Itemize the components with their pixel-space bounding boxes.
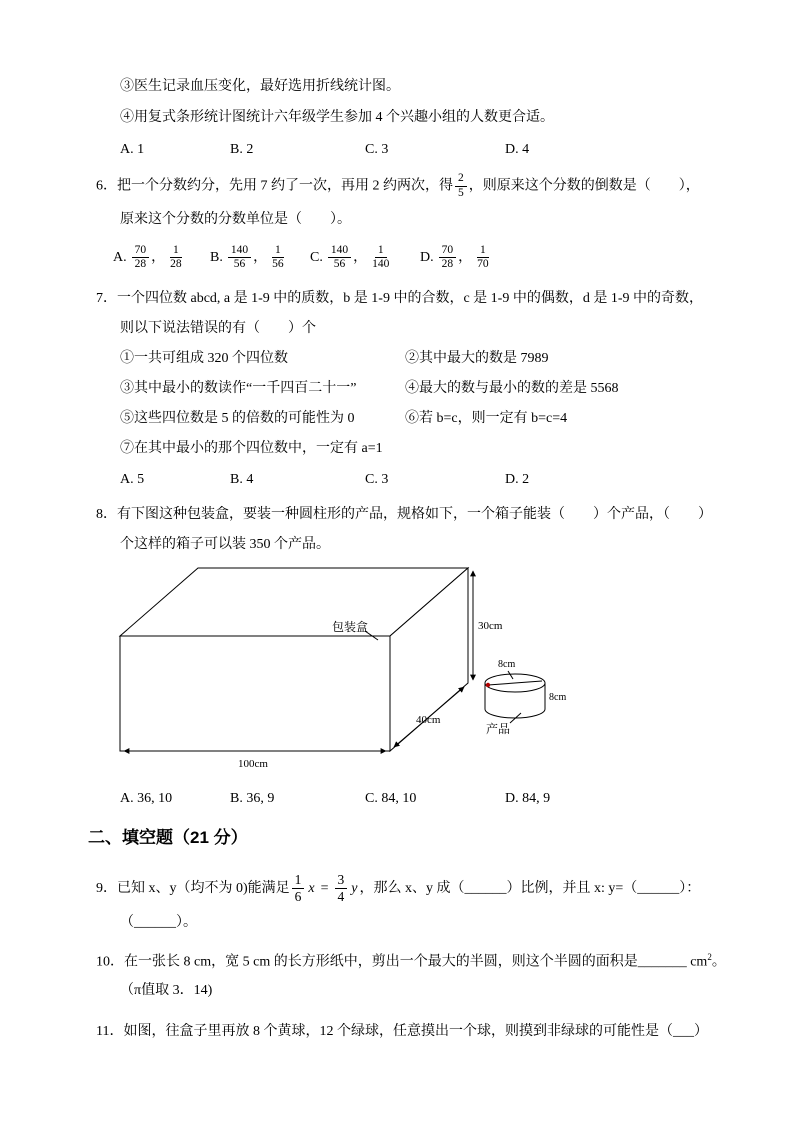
fraction-2-5 (455, 172, 467, 201)
q7-item-5: ⑤这些四位数是 5 的倍数的可能性为 0 (120, 411, 355, 427)
q6-option-a-label: A. (113, 250, 127, 266)
diameter-dot (486, 683, 490, 687)
question-6-line2: 原来这个分数的分数单位是（ ）。 (120, 211, 351, 227)
fraction-numerator: 2 (455, 172, 467, 187)
fraction-140-56: $\frac{140}{56}$ (328, 244, 351, 273)
question-7-line2: 则以下说法错误的有（ ）个 (120, 321, 316, 337)
q6-option-d-label: D. (420, 250, 434, 266)
q6-option-c-label: C. (310, 250, 323, 266)
q6-option-a (113, 244, 210, 273)
cylinder-height-label: 8cm (549, 692, 567, 704)
comma: ， (151, 250, 166, 266)
fraction-1-28: $\frac{1}{28}$ (170, 243, 182, 271)
fraction-3-4: $\frac{3}{4}$ (335, 872, 348, 905)
q6-option-b-label: B. (210, 250, 223, 266)
q7-item-4: ④最大的数与最小的数的差是 5568 (405, 381, 619, 397)
fraction-70-28: $\frac{70}{28}$ (439, 244, 457, 273)
q7-item-2: ②其中最大的数是 7989 (405, 351, 549, 367)
fraction-1-70: $\frac{1}{70}$ (477, 243, 489, 271)
statement-item-4: ④用复式条形统计图统计六年级学生参加 4 个兴趣小组的人数更合适。 (120, 110, 554, 125)
q7-option-d: D. 2 (505, 472, 530, 488)
q6-text-post: ，则原来这个分数的倒数是（ ）， (468, 178, 700, 194)
product-name-label: 产品 (486, 722, 511, 737)
question-6-line1 (96, 172, 743, 201)
q5-option-d: D. 4 (505, 142, 530, 157)
q8-diagram (110, 561, 743, 784)
q7-items-row2 (120, 378, 743, 399)
q5-options-row (120, 139, 743, 160)
q10-unit: cm (686, 954, 708, 970)
q5-option-b: B. 2 (230, 142, 254, 157)
q6-text-pre: 6．把一个分数约分，先用 7 约了一次，再用 2 约两次，得 (96, 178, 453, 194)
cylinder-diameter-label: 8cm (498, 659, 516, 671)
q8-option-c: C. 84, 10 (365, 791, 417, 807)
question-9-line1 (96, 872, 743, 905)
q7-item-1: ①一共可组成 320 个四位数 (120, 351, 288, 367)
q7-items-row4 (120, 438, 743, 459)
variable-y: y (351, 881, 358, 897)
q7-option-b: B. 4 (230, 472, 254, 488)
fraction-1-140: $\frac{1}{140}$ (372, 243, 390, 271)
q5-option-a: A. 1 (120, 142, 145, 157)
q7-items-row1 (120, 348, 743, 369)
statement-item-3: ③医生记录血压变化，最好选用折线统计图。 (120, 79, 400, 94)
q8-option-d: D. 84, 9 (505, 791, 551, 807)
q7-options-row (120, 469, 743, 490)
comma: ， (253, 250, 268, 266)
equals-sign: = (320, 881, 329, 897)
question-9-line2: （______）。 (120, 914, 197, 930)
q7-item-3: ③其中最小的数读作“一千四百二十一” (120, 381, 357, 397)
q6-option-b (210, 244, 310, 273)
q8-options-row (120, 788, 743, 809)
question-11-line1: 11．如图，往盒子里再放 8 个黄球，12 个绿球，任意摸出一个球，则摸到非绿球的可能性是（___） (96, 1024, 708, 1040)
q10-text: 10．在一张长 8 cm，宽 5 cm 的长方形纸中，剪出一个最大的半圆，则这个半圆的面积是_______ (96, 954, 687, 970)
box-front-face (120, 636, 390, 751)
section-2-heading: 二、填空题（21 分） (88, 828, 248, 848)
fraction-140-56: $\frac{140}{56}$ (228, 244, 251, 273)
box-height-label: 30cm (478, 620, 503, 633)
comma: ， (353, 250, 368, 266)
question-10-line2: （π值取 3．14) (120, 983, 213, 999)
box-width-label: 100cm (238, 758, 268, 771)
question-10-line1 (96, 947, 743, 973)
fraction-1-56: $\frac{1}{56}$ (272, 243, 284, 271)
q8-option-b: B. 36, 9 (230, 791, 275, 807)
question-7-line1: 7．一个四位数 abcd, a 是 1-9 中的质数，b 是 1-9 中的合数，c 是 1-9 中的偶数，d 是 1-9 中的奇数， (96, 291, 704, 307)
q5-option-c: C. 3 (365, 142, 389, 157)
box-name-label: 包装盒 (332, 620, 369, 635)
q6-option-d (420, 244, 494, 273)
fraction-1-6: $\frac{1}{6}$ (292, 872, 305, 905)
box-depth-label: 40cm (416, 714, 441, 727)
q6-option-c (310, 244, 420, 273)
product-cylinder (485, 671, 545, 723)
question-8-line2: 个这样的箱子可以装 350 个产品。 (120, 537, 330, 553)
packaging-diagram (110, 561, 590, 779)
q6-options-row (113, 244, 743, 273)
fraction-denominator: 5 (458, 186, 464, 199)
q9-text-post: ，那么 x、y 成（______）比例，并且 x: y=（______）： (359, 881, 701, 897)
fraction-70-28: $\frac{70}{28}$ (132, 244, 150, 273)
q7-item-6: ⑥若 b=c，则一定有 b=c=4 (405, 411, 568, 427)
question-8-line1: 8．有下图这种包装盒，要装一种圆柱形的产品，规格如下，一个箱子能装（ ）个产品，（ ） (96, 507, 712, 523)
q8-option-a: A. 36, 10 (120, 791, 173, 807)
q7-option-a: A. 5 (120, 472, 145, 488)
q7-item-7: ⑦在其中最小的那个四位数中，一定有 a=1 (120, 441, 383, 457)
comma: ， (458, 250, 473, 266)
q7-items-row3 (120, 408, 743, 429)
q10-period: 。 (711, 954, 726, 970)
q10-unit-exponent: 2 (707, 951, 712, 962)
variable-x: x (308, 881, 315, 897)
q9-text-pre: 9．已知 x、y（均不为 0)能满足 (96, 881, 290, 897)
q7-option-c: C. 3 (365, 472, 389, 488)
